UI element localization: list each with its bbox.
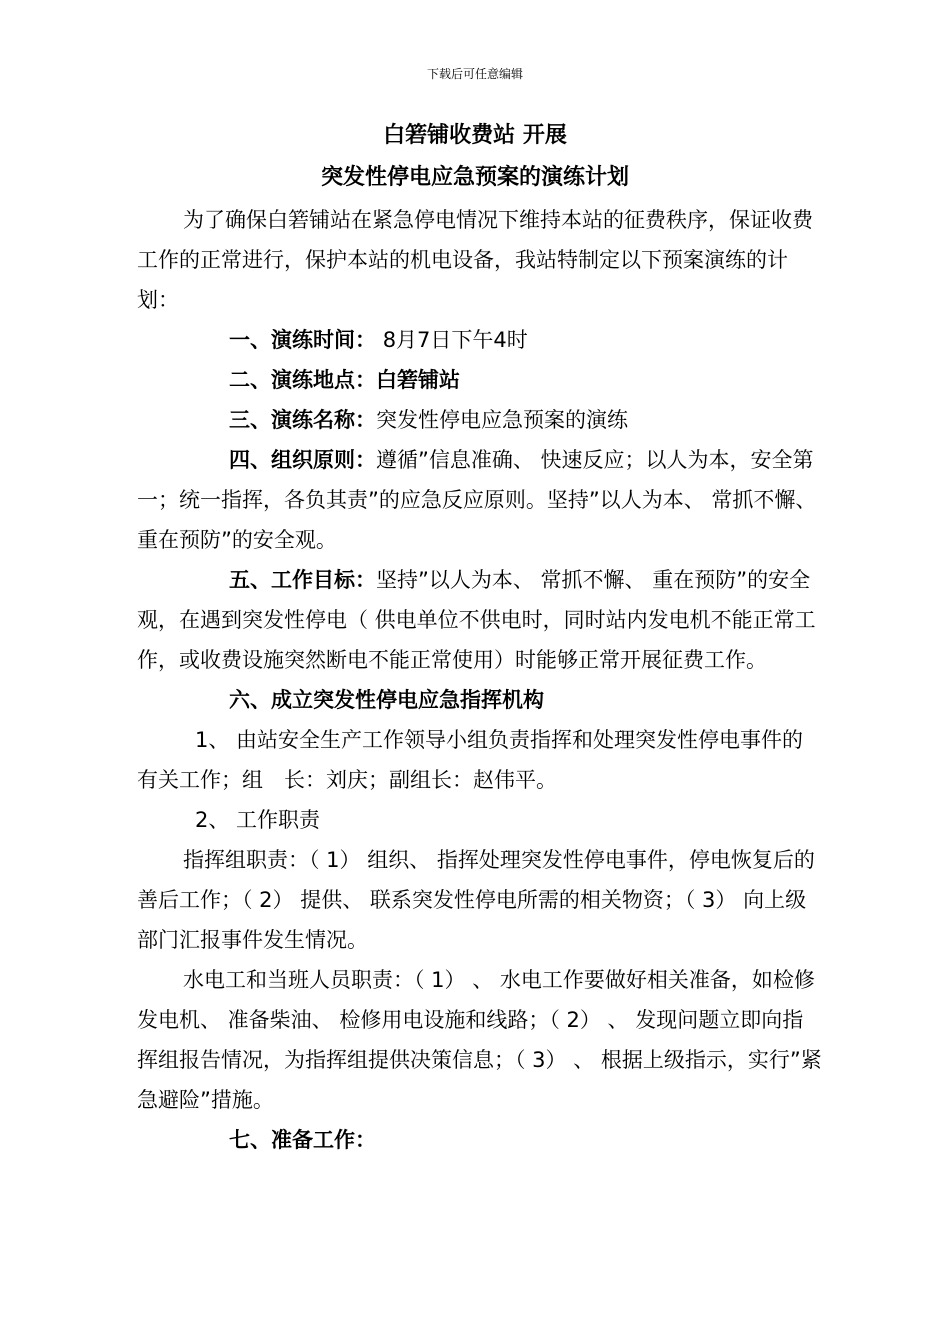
- item-three-value: 突发性停电应急预案的演练: [376, 408, 628, 432]
- item-five-number: 五、: [229, 568, 271, 592]
- sub-item-2: 2、 工作职责: [195, 808, 321, 832]
- item-five: [137, 560, 823, 680]
- intro-paragraph: 为了确保白箬铺站在紧急停电情况下维持本站的征费秩序，保证收费工作的正常进行，保护本站的机电设备，我站特制定以下预案演练的计划：: [137, 208, 813, 312]
- header-note: 下载后可任意编辑: [426, 67, 523, 81]
- item-three-label: 演练名称：: [271, 408, 376, 432]
- document-title-line2: 突发性停电应急预案的演练计划: [320, 165, 629, 190]
- item-three-number: 三、: [229, 408, 271, 432]
- duty-staff-paragraph: 水电工和当班人员职责：（ 1） 、 水电工作要做好相关准备，如检修发电机、 准备柴油、 检修用电设施和线路；（ 2） 、 发现问题立即向指挥组报告情况，为指挥组提供决策信息；（ 3） 、 根据上级指示，实行”紧急避险”措施。: [137, 968, 822, 1112]
- item-five-value: 坚持”以人为本、 常抓不懈、 重在预防”的安全观，在遇到突发性停电（ 供电单位不供电时，同时站内发电机不能正常工作，或收费设施突然断电不能正常使用）时能够正常开展征费工作。: [137, 568, 816, 672]
- item-two-number: 二、: [229, 368, 271, 392]
- item-two-label: 演练地点：: [271, 368, 376, 392]
- item-six: [137, 680, 823, 720]
- item-four-value: 遵循”信息准确、 快速反应；以人为本，安全第一；统一指挥，各负其责”的应急反应原则。坚持”以人为本、 常抓不懈、 重在预防”的安全观。: [137, 448, 817, 552]
- item-one: [137, 320, 823, 360]
- item-seven: [137, 1120, 823, 1160]
- item-two: [137, 360, 823, 400]
- document-body: [137, 200, 823, 1160]
- item-three: [137, 400, 823, 440]
- item-one-number: 一、: [229, 328, 271, 352]
- item-one-value: 8月7日下午4时: [382, 328, 528, 352]
- sub-item-1: 1、 由站安全生产工作领导小组负责指挥和处理突发性停电事件的有关工作；组 长：刘庆；副组长：赵伟平。: [137, 728, 804, 792]
- item-four-label: 组织原则：: [271, 448, 376, 472]
- document-title-line1: 白箬铺收费站 开展: [383, 123, 567, 148]
- item-seven-label: 准备工作：: [271, 1128, 376, 1152]
- item-six-number: 六、: [229, 688, 271, 712]
- item-five-label: 工作目标：: [271, 568, 376, 592]
- item-two-value: 白箬铺站: [376, 368, 460, 392]
- item-six-label: 成立突发性停电应急指挥机构: [271, 688, 544, 712]
- duty-command-paragraph: 指挥组职责：（ 1） 组织、 指挥处理突发性停电事件，停电恢复后的善后工作；（ 2） 提供、 联系突发性停电所需的相关物资；（ 3） 向上级部门汇报事件发生情况。: [137, 848, 815, 952]
- item-seven-number: 七、: [229, 1128, 271, 1152]
- item-four: [137, 440, 823, 560]
- item-four-number: 四、: [229, 448, 271, 472]
- item-one-label: 演练时间：: [271, 328, 376, 352]
